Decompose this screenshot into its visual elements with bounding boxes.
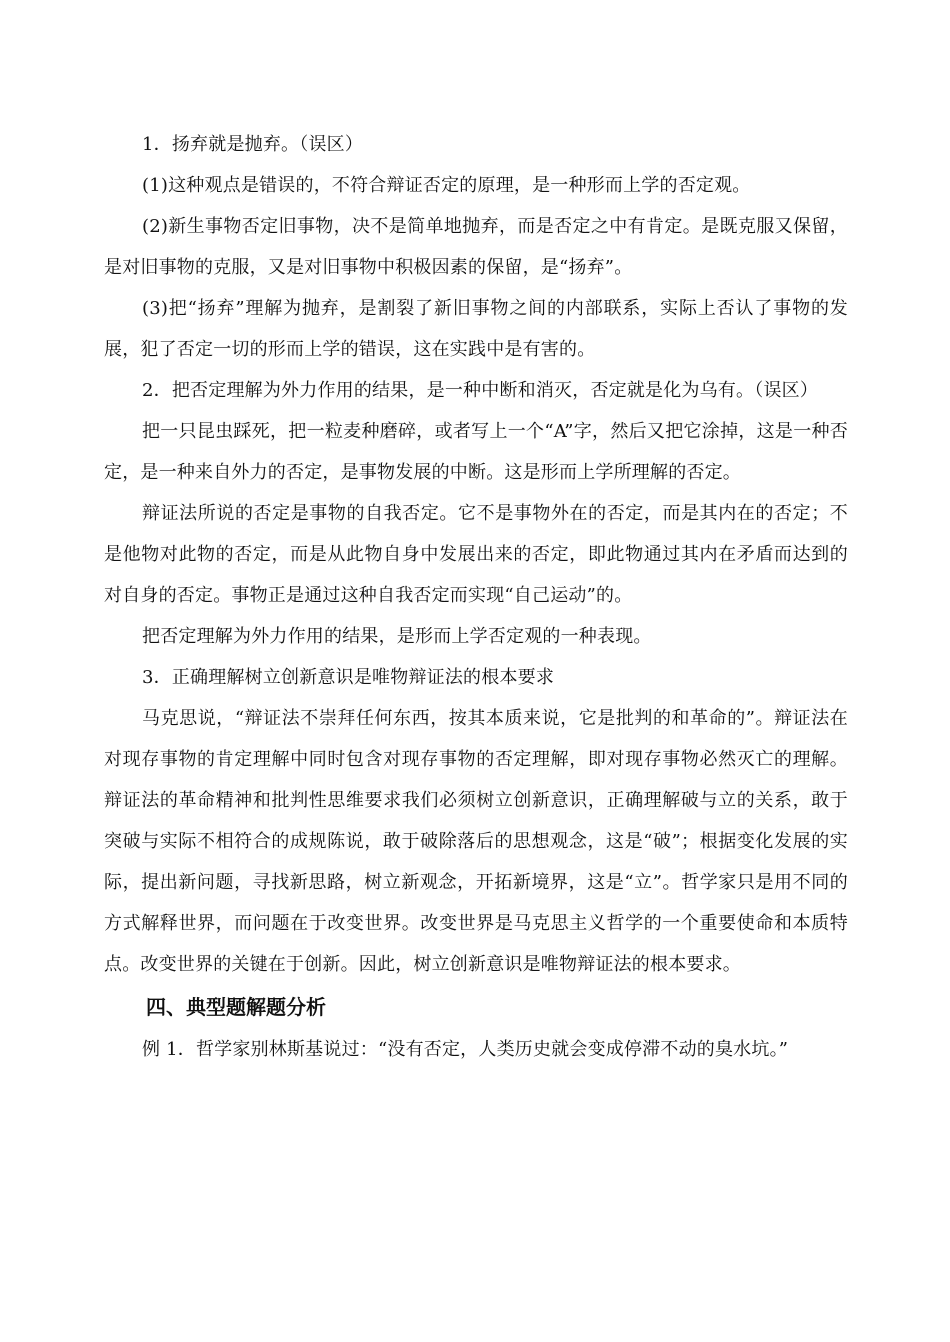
document-body bbox=[104, 124, 848, 1070]
paragraph-8: 把否定理解为外力作用的结果，是形而上学否定观的一种表现。 bbox=[142, 626, 652, 647]
paragraph-2: (1)这种观点是错误的，不符合辩证否定的原理，是一种形而上学的否定观。 bbox=[142, 175, 751, 196]
paragraph-6: 把一只昆虫踩死，把一粒麦种磨碎，或者写上一个“A”字，然后又把它涂掉，这是一种否定，是一种来自外力的否定，是事物发展的中断。这是形而上学所理解的否定。 bbox=[104, 421, 848, 483]
paragraph-1: 1．扬弃就是抛弃。（误区） bbox=[142, 134, 364, 155]
section-heading: 四、典型题解题分析 bbox=[146, 995, 326, 1019]
paragraph-5: 2．把否定理解为外力作用的结果，是一种中断和消灭，否定就是化为乌有。（误区） bbox=[142, 380, 819, 401]
paragraph-10: 马克思说，“辩证法不崇拜任何东西，按其本质来说，它是批判的和革命的”。辩证法在对现存事物的肯定理解中同时包含对现存事物的否定理解，即对现存事物必然灭亡的理解。辩证法的革命精神和批判性思维要求我们必须树立创新意识，正确理解破与立的关系，敢于突破与实际不相符合的成规陈说，敢于破除落后的思想观念，这是“破”；根据变化发展的实际，提出新问题，寻找新思路，树立新观念，开拓新境界，这是“立”。哲学家只是用不同的方式解释世界，而问题在于改变世界。改变世界是马克思主义哲学的一个重要使命和本质特点。改变世界的关键在于创新。因此，树立创新意识是唯物辩证法的根本要求。 bbox=[104, 708, 848, 975]
paragraph-4: (3)把“扬弃”理解为抛弃，是割裂了新旧事物之间的内部联系，实际上否认了事物的发展，犯了否定一切的形而上学的错误，这在实践中是有害的。 bbox=[104, 298, 848, 360]
example-1-text: 例 1．哲学家别林斯基说过：“没有否定，人类历史就会变成停滞不动的臭水坑。” bbox=[142, 1039, 789, 1060]
paragraph-9: 3．正确理解树立创新意识是唯物辩证法的根本要求 bbox=[142, 667, 555, 688]
paragraph-7: 辩证法所说的否定是事物的自我否定。它不是事物外在的否定，而是其内在的否定；不是他物对此物的否定，而是从此物自身中发展出来的否定，即此物通过其内在矛盾而达到的对自身的否定。事物正是通过这种自我否定而实现“自己运动”的。 bbox=[104, 503, 848, 606]
paragraph-3: (2)新生事物否定旧事物，决不是简单地抛弃，而是否定之中有肯定。是既克服又保留，是对旧事物的克服，又是对旧事物中积极因素的保留，是“扬弃”。 bbox=[104, 216, 848, 278]
